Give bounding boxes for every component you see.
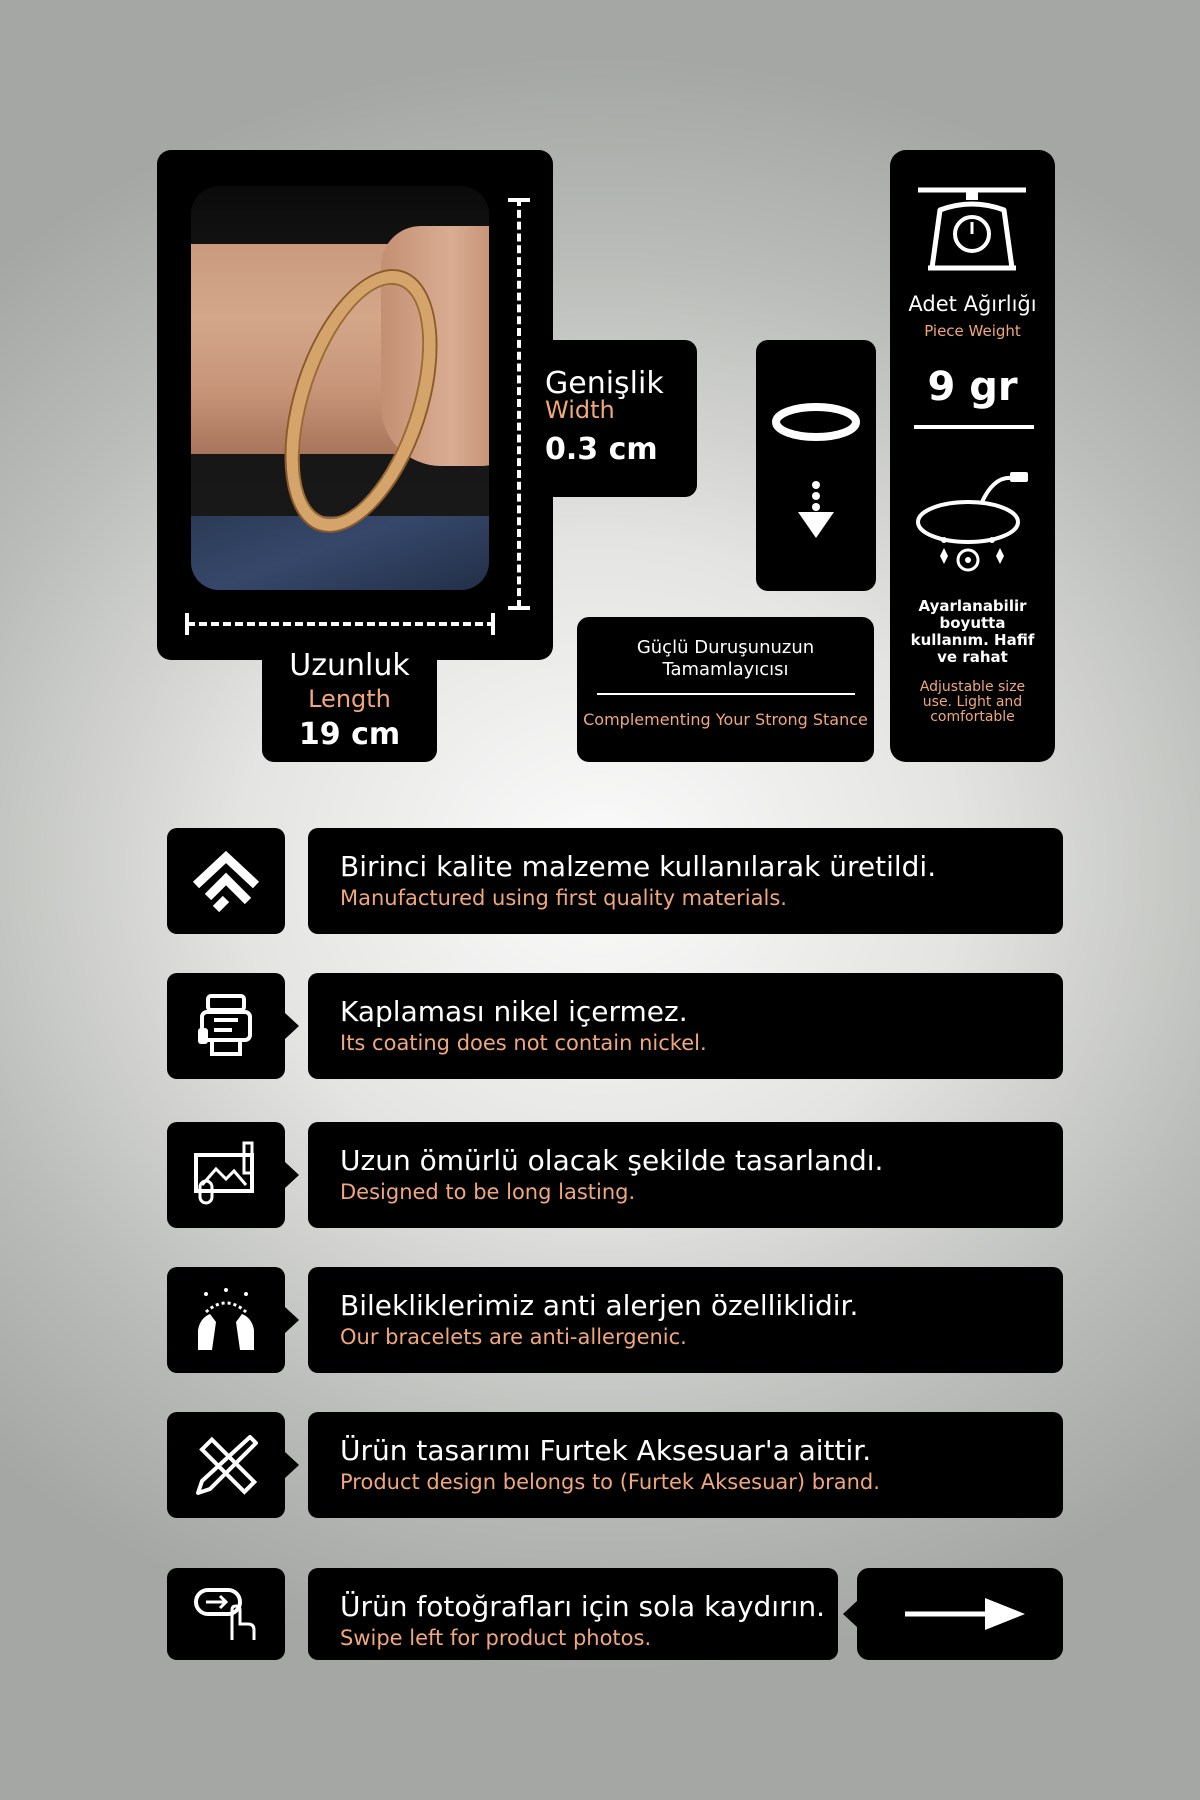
- pointer-notch: [285, 1162, 299, 1188]
- pencil-ruler-icon: [192, 1431, 260, 1499]
- width-dimension-line: [517, 198, 521, 608]
- feature-row-2: [308, 973, 1063, 1079]
- feature-text-tr: Ürün fotoğrafları için sola kaydırın.: [340, 1590, 826, 1623]
- adjustable-text-en: Adjustable size use. Light and comfortable: [919, 679, 1026, 725]
- arrow-right-icon: [857, 1568, 1063, 1660]
- feature-text-en: Product design belongs to (Furtek Aksesuar) brand.: [340, 1470, 880, 1494]
- width-value: 0.3 cm: [545, 432, 658, 467]
- feature-icon-box: [167, 1568, 285, 1660]
- length-label-en: Length: [308, 685, 391, 713]
- pointer-notch: [843, 1601, 857, 1627]
- weight-label-en: Piece Weight: [924, 322, 1021, 340]
- dimension-cap: [491, 613, 495, 635]
- dimension-cap: [508, 198, 530, 202]
- feature-text-en: Its coating does not contain nickel.: [340, 1031, 707, 1055]
- quality-icon: [192, 847, 260, 915]
- bracelet-hands-icon: [192, 1286, 260, 1354]
- bangle-ring-icon: [756, 340, 876, 591]
- feature-icon-box: [167, 1412, 285, 1518]
- width-label-en: Width: [545, 396, 615, 424]
- design-drawing-icon: [192, 1141, 260, 1209]
- pointer-notch: [285, 1013, 299, 1039]
- scale-icon: [912, 184, 1032, 274]
- feature-row-3: [308, 1122, 1063, 1228]
- feature-text-en: Manufactured using first quality materials.: [340, 886, 787, 910]
- feature-icon-box: [167, 1122, 285, 1228]
- width-info-box: [535, 340, 697, 497]
- swipe-icon: [192, 1584, 260, 1644]
- length-label-tr: Uzunluk: [289, 648, 410, 683]
- feature-text-tr: Kaplaması nikel içermez.: [340, 995, 688, 1028]
- length-info-box: [262, 640, 437, 762]
- feature-row-4: [308, 1267, 1063, 1373]
- weight-value: 9 gr: [927, 364, 1018, 410]
- stance-text-tr: Güçlü Duruşunuzun Tamamlayıcısı: [636, 637, 815, 680]
- pointer-notch: [285, 1307, 299, 1333]
- feature-text-tr: Birinci kalite malzeme kullanılarak üretildi.: [340, 850, 937, 883]
- adjustable-text-tr: Ayarlanabilir boyutta kullanım. Hafif ve rahat: [910, 597, 1035, 666]
- dimension-cap: [185, 613, 189, 635]
- feature-row-6: [308, 1568, 838, 1660]
- feature-text-tr: Bilekliklerimiz anti alerjen özelliklidir.: [340, 1289, 859, 1322]
- feature-text-en: Swipe left for product photos.: [340, 1626, 652, 1650]
- swipe-arrow-button[interactable]: [857, 1568, 1063, 1660]
- coating-icon: [192, 992, 260, 1060]
- feature-row-1: [308, 828, 1063, 934]
- feature-text-tr: Uzun ömürlü olacak şekilde tasarlandı.: [340, 1144, 884, 1177]
- bracelet-on-wrist-photo: [191, 186, 489, 590]
- feature-icon-box: [167, 828, 285, 934]
- length-value: 19 cm: [298, 717, 401, 752]
- weight-label-tr: Adet Ağırlığı: [908, 292, 1037, 316]
- feature-icon-box: [167, 1267, 285, 1373]
- stance-info-box: [577, 617, 874, 762]
- stance-divider: [597, 693, 855, 695]
- product-photo-panel: [157, 150, 553, 660]
- feature-text-en: Our bracelets are anti-allergenic.: [340, 1325, 687, 1349]
- feature-row-5: [308, 1412, 1063, 1518]
- pointer-notch: [285, 1452, 299, 1478]
- weight-divider: [914, 425, 1034, 429]
- length-dimension-line: [187, 622, 495, 626]
- feature-text-en: Designed to be long lasting.: [340, 1180, 636, 1204]
- feature-icon-box: [167, 973, 285, 1079]
- stance-text-en: Complementing Your Strong Stance: [583, 710, 868, 729]
- dimension-cap: [508, 606, 530, 610]
- width-label-tr: Genişlik: [545, 366, 664, 401]
- weight-info-box: [890, 150, 1055, 762]
- ring-shape-box: [756, 340, 876, 591]
- feature-text-tr: Ürün tasarımı Furtek Aksesuar'a aittir.: [340, 1434, 872, 1467]
- adjustable-bracelet-icon: [912, 466, 1032, 576]
